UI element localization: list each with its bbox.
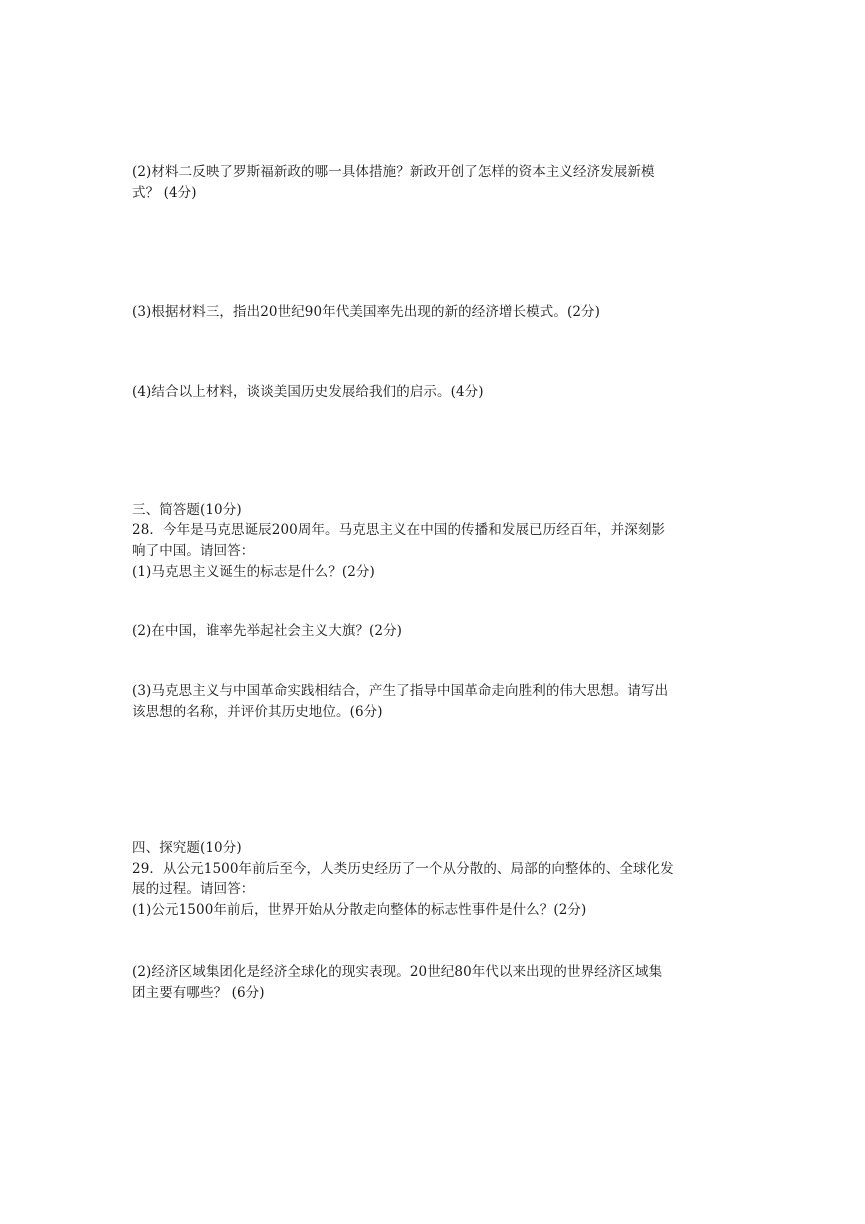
section-3-heading: 三、简答题(10分) — [132, 502, 242, 518]
question-27-2-line-2: 式？ (4分) — [132, 185, 197, 201]
question-28-3-line-1: (3)马克思主义与中国革命实践相结合，产生了指导中国革命走向胜利的伟大思想。请写出 — [132, 683, 669, 699]
question-28-stem-line-1: 28．今年是马克思诞辰200周年。马克思主义在中国的传播和发展已历经百年，并深刻影 — [132, 522, 666, 538]
question-28-1: (1)马克思主义诞生的标志是什么？(2分) — [132, 564, 375, 580]
question-28-2: (2)在中国，谁率先举起社会主义大旗？(2分) — [132, 623, 403, 639]
question-27-3: (3)根据材料三，指出20世纪90年代美国率先出现的新的经济增长模式。(2分) — [132, 304, 601, 320]
section-4-heading: 四、探究题(10分) — [132, 840, 242, 856]
question-29-stem-line-2: 展的过程。请回答： — [132, 881, 255, 897]
question-27-2-line-1: (2)材料二反映了罗斯福新政的哪一具体措施？新政开创了怎样的资本主义经济发展新模 — [132, 164, 655, 180]
question-28-stem-line-2: 响了中国。请回答： — [132, 543, 255, 559]
question-29-2-line-2: 团主要有哪些？ (6分) — [132, 985, 265, 1001]
question-29-1: (1)公元1500年前后，世界开始从分散走向整体的标志性事件是什么？(2分) — [132, 902, 587, 918]
question-28-3-line-2: 该思想的名称，并评价其历史地位。(6分) — [132, 704, 383, 720]
question-29-stem-line-1: 29．从公元1500年前后至今，人类历史经历了一个从分散的、局部的向整体的、全球化发 — [132, 861, 674, 877]
question-27-4: (4)结合以上材料，谈谈美国历史发展给我们的启示。(4分) — [132, 384, 484, 400]
question-29-2-line-1: (2)经济区域集团化是经济全球化的现实表现。20世纪80年代以来出现的世界经济区域集 — [132, 964, 663, 980]
